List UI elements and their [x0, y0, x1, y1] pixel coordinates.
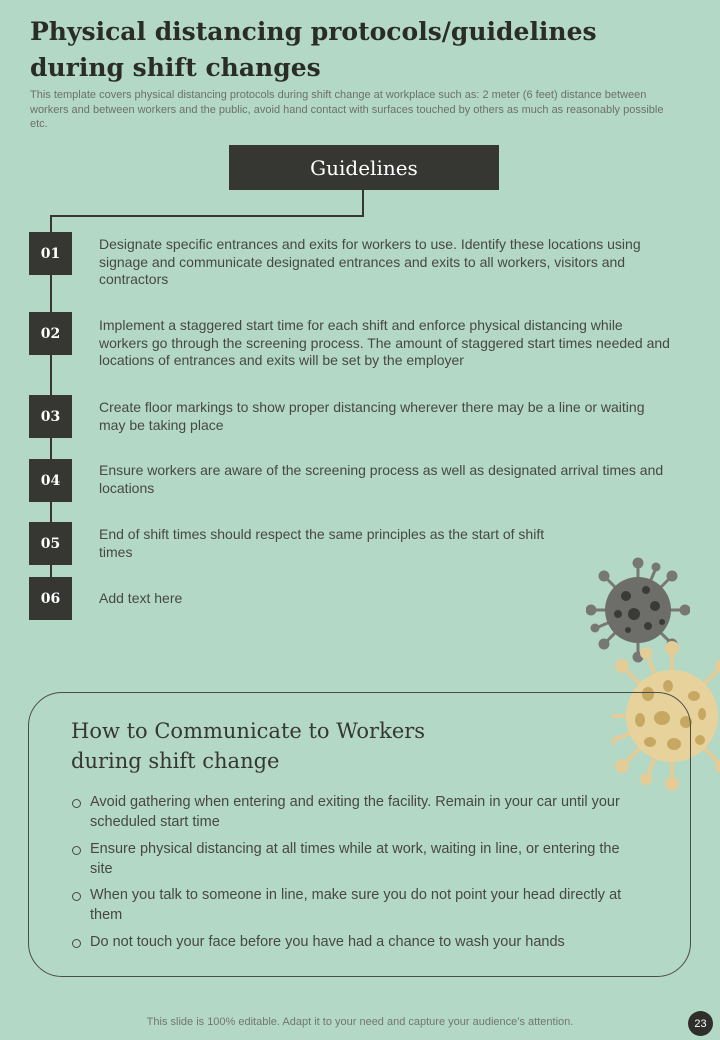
page-title: [30, 14, 690, 86]
footer-note: This slide is 100% editable. Adapt it to your need and capture your audience’s attention.: [146, 1016, 574, 1028]
step-number-label: 06: [40, 590, 61, 607]
bullet-circle-icon: [72, 892, 81, 901]
communicate-title: [71, 716, 491, 776]
communicate-bullet-4: [72, 933, 642, 953]
step-number-06: [29, 577, 72, 620]
bullet-text: Avoid gathering when entering and exiting the facility. Remain in your car until your scheduled start time: [90, 794, 620, 830]
communicate-bullet-3: [72, 886, 642, 925]
bullet-circle-icon: [72, 939, 81, 948]
bullet-circle-icon: [72, 799, 81, 808]
bullet-text: Ensure physical distancing at all times while at work, waiting in line, or entering the site: [90, 841, 620, 877]
connector-horizontal: [50, 215, 364, 217]
step-number-01: [29, 232, 72, 275]
step-text-06: Add text here: [99, 590, 183, 606]
communicate-bullet-1: [72, 793, 642, 832]
bullet-circle-icon: [72, 846, 81, 855]
connector-vertical-top: [362, 190, 364, 216]
step-number-label: 03: [40, 408, 61, 425]
step-number-label: 02: [40, 325, 61, 342]
step-text-02: Implement a staggered start time for each shift and enforce physical distancing while workers go through the screening process. The amount of staggered start times needed and locations of entrances and exits will be set by the employer: [99, 317, 670, 368]
page-subtitle: This template covers physical distancing protocols during shift change at workplace such as: 2 meter (6 feet) distance between workers and between workers and the public, avoid hand contact with surfaces touched by others as much as reasonably possible etc.: [30, 89, 664, 130]
step-number-03: [29, 395, 72, 438]
step-text-01: Designate specific entrances and exits for workers to use. Identify these locations using signage and communicate designated entrances and exits to all workers, visitors and contractors: [99, 236, 641, 287]
step-number-04: [29, 459, 72, 502]
page-number: 23: [694, 1017, 707, 1030]
page-number-badge: [688, 1011, 713, 1036]
communicate-title-line-2: during shift change: [71, 749, 280, 773]
step-number-02: [29, 312, 72, 355]
page-title-line-2: during shift changes: [30, 53, 321, 82]
bullet-text: Do not touch your face before you have had a chance to wash your hands: [90, 934, 565, 950]
page-title-line-1: Physical distancing protocols/guidelines: [30, 17, 597, 46]
communicate-bullet-2: [72, 840, 642, 879]
step-text-04: Ensure workers are aware of the screening process as well as designated arrival times and locations: [99, 462, 664, 496]
bullet-text: When you talk to someone in line, make sure you do not point your head directly at them: [90, 887, 622, 923]
step-text-03: Create floor markings to show proper distancing wherever there may be a line or waiting may be taking place: [99, 399, 645, 433]
step-number-label: 05: [40, 535, 61, 552]
guidelines-heading-box: [229, 145, 499, 190]
communicate-title-line-1: How to Communicate to Workers: [71, 719, 426, 743]
step-number-label: 01: [40, 245, 61, 262]
step-text-05: End of shift times should respect the same principles as the start of shift times: [99, 526, 545, 560]
guidelines-heading: Guidelines: [310, 155, 418, 180]
step-number-05: [29, 522, 72, 565]
step-number-label: 04: [40, 472, 61, 489]
